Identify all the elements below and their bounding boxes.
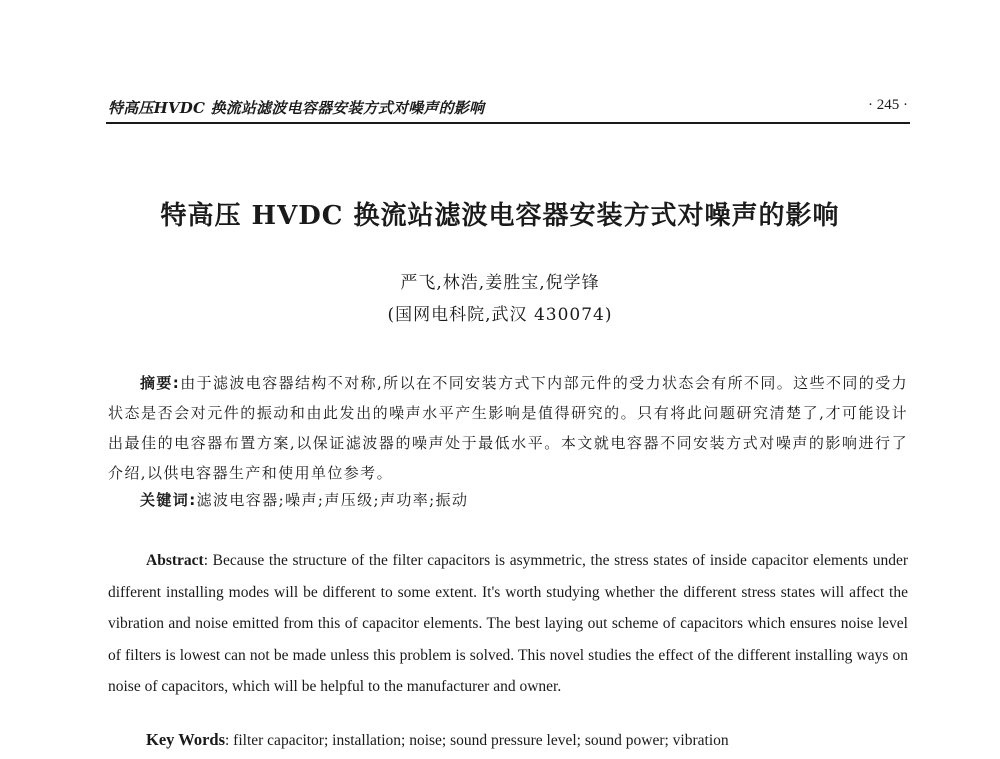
chinese-abstract-label: 摘要: bbox=[140, 374, 181, 392]
english-abstract-text: : Because the structure of the filter capacitors is asymmetric, the stress states of inside capacitor elements under different installing modes will be different to some extent. It's worth studying whether the different stress states will affect the vibration and noise emitted from this of capacitor elements. The best laying out scheme of capacitors which ensures noise level of filters is lowest can not be made unless this problem is solved. This novel studies the effect of the different installing ways on noise of capacitors, which will be helpful to the manufacturer and owner. bbox=[108, 552, 908, 695]
english-keywords-label: Key Words bbox=[146, 730, 225, 749]
author-list: 严飞,林浩,姜胜宝,倪学锋 bbox=[400, 273, 600, 293]
chinese-abstract-text: 由于滤波电容器结构不对称,所以在不同安装方式下内部元件的受力状态会有所不同。这些不同的受力状态是否会对元件的振动和由此发出的噪声水平产生影响是值得研究的。只有将此问题研究清楚了,才可能设计出最佳的电容器布置方案,以保证滤波器的噪声处于最低水平。本文就电容器不同安装方式对噪声的影响进行了介绍,以供电容器生产和使用单位参考。 bbox=[108, 374, 908, 482]
english-keywords-text: : filter capacitor; installation; noise; sound pressure level; sound power; vibration bbox=[225, 732, 729, 749]
chinese-keywords-text: 滤波电容器;噪声;声压级;声功率;振动 bbox=[196, 491, 469, 509]
chinese-abstract bbox=[108, 368, 908, 488]
page-number: · 245 · bbox=[868, 97, 908, 113]
english-keywords bbox=[146, 730, 729, 750]
header-rule bbox=[106, 122, 910, 124]
chinese-keywords bbox=[140, 489, 468, 510]
running-head-title: 特高压HVDC 换流站滤波电容器安装方式对噪声的影响 bbox=[108, 99, 485, 117]
author-affiliation: (国网电科院,武汉 430074) bbox=[387, 305, 613, 325]
chinese-keywords-label: 关键词: bbox=[140, 491, 197, 509]
article-title: 特高压 HVDC 换流站滤波电容器安装方式对噪声的影响 bbox=[160, 201, 840, 231]
english-abstract-label: Abstract bbox=[146, 552, 204, 569]
english-abstract bbox=[108, 545, 908, 703]
